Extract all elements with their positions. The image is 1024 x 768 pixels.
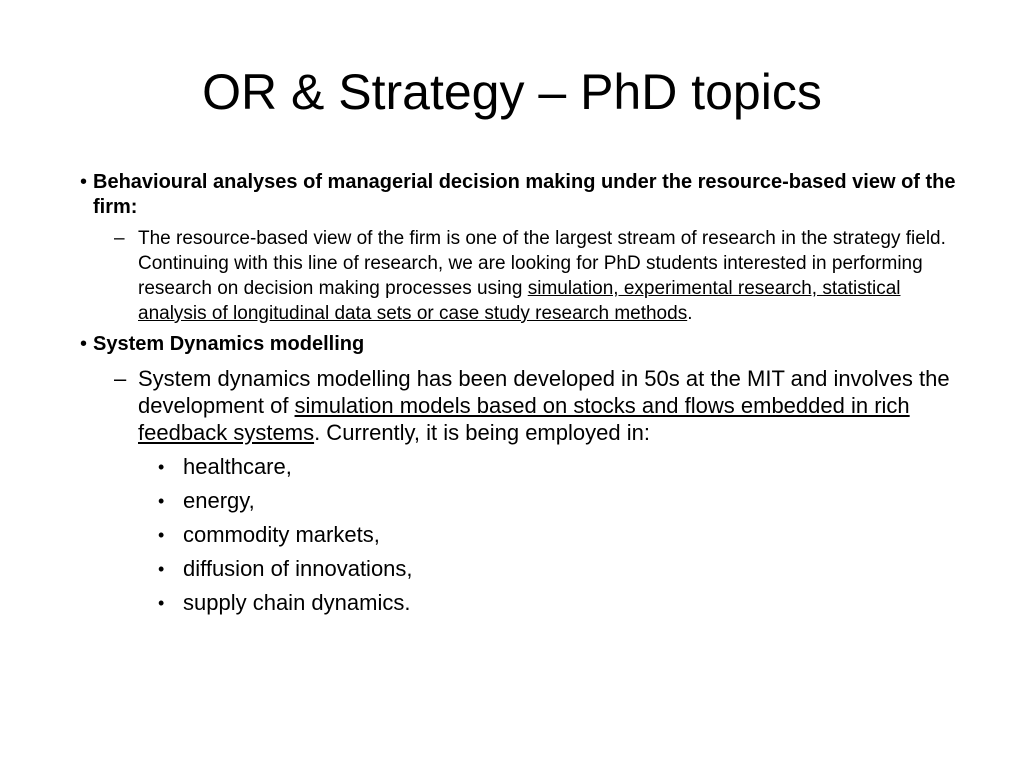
bullet-icon: • [80,171,88,193]
list-item [70,488,960,514]
bullet-item-behavioural-analyses [70,170,960,220]
sub-item-resource-based-view [70,226,960,326]
sub-item-system-dynamics-description [70,365,960,446]
dash-icon: – [114,366,127,391]
bullet-icon: • [158,525,165,545]
underlined-methods: simulation, experimental research, statistical analysis of longitudinal data sets or case study research methods [138,278,901,324]
bullet-item-system-dynamics [70,332,960,357]
slide-title: OR & Strategy – PhD topics [202,64,822,120]
bullet-icon: • [80,333,88,355]
sub-item-text: The resource-based view of the firm is one of the largest stream of research in the strategy field. Continuing with this line of research, we are looking for PhD students interested in performing research on decision making processes using [138,228,946,299]
list-item-label: diffusion of innovations, [183,556,413,581]
list-item [70,590,960,616]
bullet-icon: • [158,457,165,477]
bullet-icon: • [158,559,165,579]
sub-item-text-end: . Currently, it is being employed in: [314,420,650,445]
sub-item-text-end: . [687,303,693,324]
list-item-label: energy, [183,488,255,513]
underlined-simulation-models: simulation models based on stocks and flows embedded in rich feedback systems [138,393,910,445]
bullet-icon: • [158,491,165,511]
list-item-label: supply chain dynamics. [183,590,411,615]
slide-content [70,170,960,624]
application-list [70,454,960,616]
bullet-icon: • [158,593,165,613]
dash-icon: – [114,228,125,249]
list-item [70,556,960,582]
list-item [70,522,960,548]
bullet-heading: System Dynamics modelling [93,333,365,355]
list-item-label: healthcare, [183,454,292,479]
sub-item-text: System dynamics modelling has been developed in 50s at the MIT and involves the development of [138,366,950,418]
bullet-heading: Behavioural analyses of managerial decision making under the resource-based view of the firm: [93,171,956,218]
list-item [70,454,960,480]
list-item-label: commodity markets, [183,522,380,547]
